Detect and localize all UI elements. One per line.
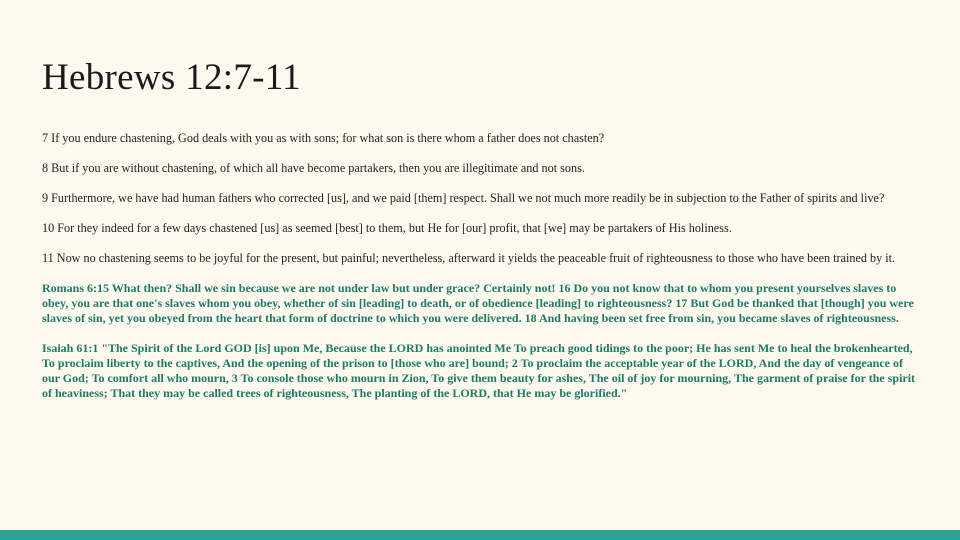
reference-isaiah: Isaiah 61:1 "The Spirit of the Lord GOD [is] upon Me, Because the LORD has anointed Me To preach good tidings to the poor; He has sent Me to heal the brokenhearted, To proclaim liberty to the captives, And the opening of the prison to [those who are] bound; 2 To proclaim the acceptable year of the LORD, And the day of vengeance of our God; To comfort all who mourn, 3 To console those who mourn in Zion, To give them beauty for ashes, The oil of joy for mourning, The garment of praise for the spirit of heaviness; That they may be called trees of righteousness, The planting of the LORD, that He may be glorified." [42, 341, 916, 400]
verse-9: 9 Furthermore, we have had human fathers who corrected [us], and we paid [them] respect. Shall we not much more readily be in subjection to the Father of spirits and live? [42, 191, 885, 205]
verse-8: 8 But if you are without chastening, of which all have become partakers, then you are illegitimate and not sons. [42, 161, 585, 175]
verse-7: 7 If you endure chastening, God deals with you as with sons; for what son is there whom a father does not chasten? [42, 131, 605, 145]
slide-title: Hebrews 12:7-11 [42, 57, 301, 98]
footer-accent-bar [0, 530, 960, 540]
verse-11: 11 Now no chastening seems to be joyful for the present, but painful; nevertheless, afterward it yields the peaceable fruit of righteousness to those who have been trained by it. [42, 251, 896, 265]
verse-10: 10 For they indeed for a few days chastened [us] as seemed [best] to them, but He for [our] profit, that [we] may be partakers of His holiness. [42, 221, 732, 235]
reference-romans: Romans 6:15 What then? Shall we sin because we are not under law but under grace? Certainly not! 16 Do you not know that to whom you present yourselves slaves to obey, you are that one's slaves whom you obey, whether of sin [leading] to death, or of obedience [leading] to righteousness? 17 But God be thanked that [though] you were slaves of sin, yet you obeyed from the heart that form of doctrine to which you were delivered. 18 And having been set free from sin, you became slaves of righteousness. [42, 281, 914, 325]
slide-body [42, 131, 922, 416]
